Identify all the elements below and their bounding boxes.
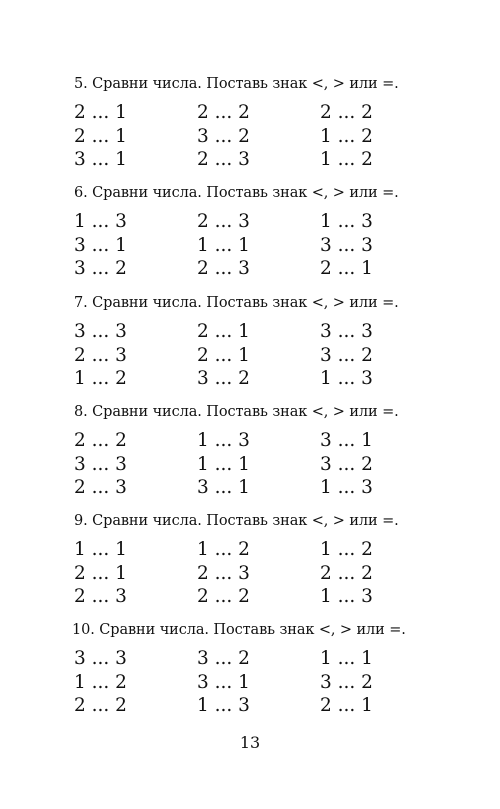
exercise-8 [74, 403, 464, 501]
comparison-item: 2 ... 2 [74, 430, 127, 451]
comparison-item: 1 ... 2 [74, 671, 127, 693]
exercise-instruction: 6. Сравни числа. Поставь знак <, > или =. [74, 185, 399, 201]
comparison-item: 2 ... 3 [74, 586, 127, 607]
exercise-7 [74, 294, 464, 392]
exercise-instruction: 5. Сравни числа. Поставь знак <, > или =. [74, 76, 399, 92]
comparison-row [74, 454, 464, 478]
comparison-item: 1 ... 3 [197, 695, 250, 716]
comparison-item: 3 ... 2 [320, 344, 373, 366]
comparison-item: 2 ... 1 [74, 562, 127, 584]
comparison-row [74, 258, 464, 282]
exercise-instruction: 9. Сравни числа. Поставь знак <, > или =. [74, 513, 399, 529]
comparison-item: 1 ... 2 [320, 539, 373, 560]
comparison-item: 2 ... 3 [197, 211, 250, 232]
comparison-item: 1 ... 1 [197, 453, 250, 475]
comparison-item: 3 ... 2 [320, 453, 373, 475]
comparison-item: 1 ... 2 [320, 149, 373, 170]
comparison-item: 1 ... 3 [320, 211, 373, 232]
comparison-row [74, 539, 464, 563]
comparison-row [74, 211, 464, 235]
comparison-item: 2 ... 1 [197, 344, 250, 366]
comparison-item: 2 ... 3 [197, 149, 250, 170]
exercise-9 [74, 512, 464, 610]
comparison-item: 3 ... 2 [197, 648, 250, 669]
comparison-item: 2 ... 1 [197, 321, 250, 342]
comparison-item: 3 ... 3 [320, 234, 373, 256]
comparison-row [74, 430, 464, 454]
comparison-item: 1 ... 2 [74, 368, 127, 389]
comparison-item: 3 ... 3 [74, 648, 127, 669]
comparison-item: 3 ... 1 [320, 430, 373, 451]
comparison-item: 1 ... 3 [320, 586, 373, 607]
comparison-item: 3 ... 3 [74, 321, 127, 342]
comparison-grid [74, 539, 464, 610]
comparison-item: 3 ... 3 [320, 321, 373, 342]
comparison-row [74, 102, 464, 126]
comparison-item: 3 ... 2 [74, 258, 127, 279]
comparison-row [74, 368, 464, 392]
exercise-10 [72, 621, 462, 719]
comparison-item: 1 ... 3 [320, 477, 373, 498]
comparison-item: 2 ... 2 [320, 102, 373, 123]
comparison-item: 2 ... 2 [320, 562, 373, 584]
comparison-row [72, 695, 462, 719]
comparison-item: 2 ... 3 [74, 344, 127, 366]
comparison-item: 2 ... 1 [74, 125, 127, 147]
comparison-grid [74, 430, 464, 501]
comparison-item: 3 ... 1 [197, 671, 250, 693]
comparison-item: 2 ... 2 [197, 102, 250, 123]
comparison-item: 1 ... 1 [197, 234, 250, 256]
comparison-item: 1 ... 1 [320, 648, 373, 669]
comparison-item: 3 ... 2 [320, 671, 373, 693]
exercise-6 [74, 184, 464, 282]
comparison-item: 2 ... 1 [320, 695, 373, 716]
comparison-item: 2 ... 1 [74, 102, 127, 123]
page-number: 13 [239, 733, 261, 752]
comparison-item: 2 ... 3 [197, 258, 250, 279]
comparison-row [74, 345, 464, 369]
comparison-row [74, 563, 464, 587]
comparison-item: 3 ... 1 [74, 149, 127, 170]
comparison-item: 2 ... 3 [74, 477, 127, 498]
comparison-item: 1 ... 1 [74, 539, 127, 560]
comparison-row [74, 235, 464, 259]
exercise-instruction: 8. Сравни числа. Поставь знак <, > или =. [74, 404, 399, 420]
comparison-item: 2 ... 1 [320, 258, 373, 279]
comparison-grid [72, 648, 462, 719]
comparison-row [72, 648, 462, 672]
comparison-item: 1 ... 3 [74, 211, 127, 232]
comparison-item: 2 ... 2 [197, 586, 250, 607]
comparison-item: 1 ... 3 [197, 430, 250, 451]
comparison-item: 2 ... 2 [74, 695, 127, 716]
exercise-5 [74, 75, 464, 173]
comparison-row [72, 672, 462, 696]
exercise-instruction: 7. Сравни числа. Поставь знак <, > или =. [74, 295, 399, 311]
exercise-instruction: 10. Сравни числа. Поставь знак <, > или =. [72, 622, 406, 638]
comparison-item: 3 ... 1 [74, 234, 127, 256]
comparison-item: 1 ... 3 [320, 368, 373, 389]
comparison-item: 1 ... 2 [197, 539, 250, 560]
comparison-row [74, 586, 464, 610]
comparison-item: 1 ... 2 [320, 125, 373, 147]
comparison-grid [74, 321, 464, 392]
comparison-item: 3 ... 2 [197, 368, 250, 389]
comparison-row [74, 149, 464, 173]
comparison-grid [74, 211, 464, 282]
comparison-row [74, 477, 464, 501]
comparison-item: 3 ... 3 [74, 453, 127, 475]
comparison-grid [74, 102, 464, 173]
comparison-item: 3 ... 1 [197, 477, 250, 498]
comparison-item: 2 ... 3 [197, 562, 250, 584]
comparison-item: 3 ... 2 [197, 125, 250, 147]
comparison-row [74, 321, 464, 345]
comparison-row [74, 126, 464, 150]
